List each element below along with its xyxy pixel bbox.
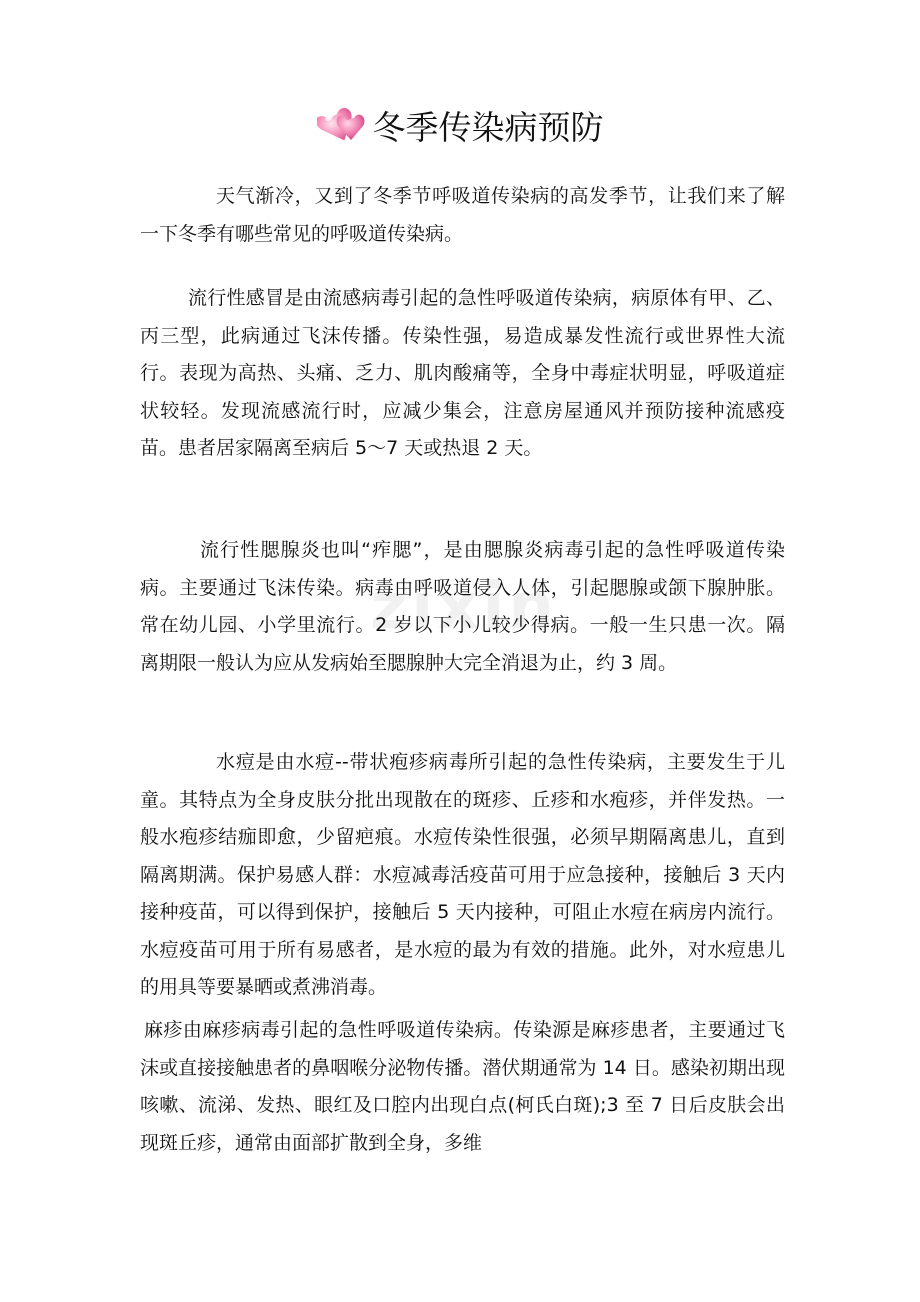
paragraph-chickenpox: 水痘是由水痘--带状疱疹病毒所引起的急性传染病，主要发生于儿童。其特点为全身皮肤分批出现散在的斑疹、丘疹和水疱疹，并伴发热。一般水疱疹结痂即愈，少留疤痕。水痘传染性很强，必须早期隔离患儿，直到隔离期满。保护易感人群：水痘减毒活疫苗可用于应急接种，接触后 3 天内接种疫苗，可以得到保护，接触后 5 天内接种，可阻止水痘在病房内流行。水痘疫苗可用于所有易感者，是水痘的最为有效的措施。此外，对水痘患儿的用具等要暴晒或煮沸消毒。 [140,751,785,998]
paragraph-measles: 麻疹由麻疹病毒引起的急性呼吸道传染病。传染源是麻疹患者，主要通过飞沫或直接接触患者的鼻咽喉分泌物传播。潜伏期通常为 14 日。感染初期出现咳嗽、流涕、发热、眼红及口腔内出现白点(柯氏白斑);3 至 7 日后皮肤会出现斑丘疹，通常由面部扩散到全身，多维 [140,1019,785,1154]
watermark: zixin [370,570,558,644]
title-inner [317,102,604,149]
paragraph-influenza: 流行性感冒是由流感病毒引起的急性呼吸道传染病，病原体有甲、乙、丙三型，此病通过飞沫传播。传染性强，易造成暴发性流行或世界性大流行。表现为高热、头痛、乏力、肌肉酸痛等，全身中毒症状明显，呼吸道症状较轻。发现流感流行时，应减少集会，注意房屋通风并预防接种流感疫苗。患者居家隔离至病后 5～7 天或热退 2 天。 [140,287,785,459]
pink-hearts-icon [317,106,371,146]
paragraph-mumps: 流行性腮腺炎也叫“痄腮”，是由腮腺炎病毒引起的急性呼吸道传染病。主要通过飞沫传染。病毒由呼吸道侵入人体，引起腮腺或颌下腺肿胀。常在幼儿园、小学里流行。2 岁以下小儿较少得病。一般一生只患一次。隔离期限一般认为应从发病始至腮腺肿大完全消退为止，约 3 周。 [140,539,785,674]
paragraph-intro: 天气渐冷，又到了冬季节呼吸道传染病的高发季节，让我们来了解一下冬季有哪些常见的呼吸道传染病。 [140,185,785,245]
document-title: 冬季传染病预防 [372,108,604,147]
title-row [0,102,920,158]
